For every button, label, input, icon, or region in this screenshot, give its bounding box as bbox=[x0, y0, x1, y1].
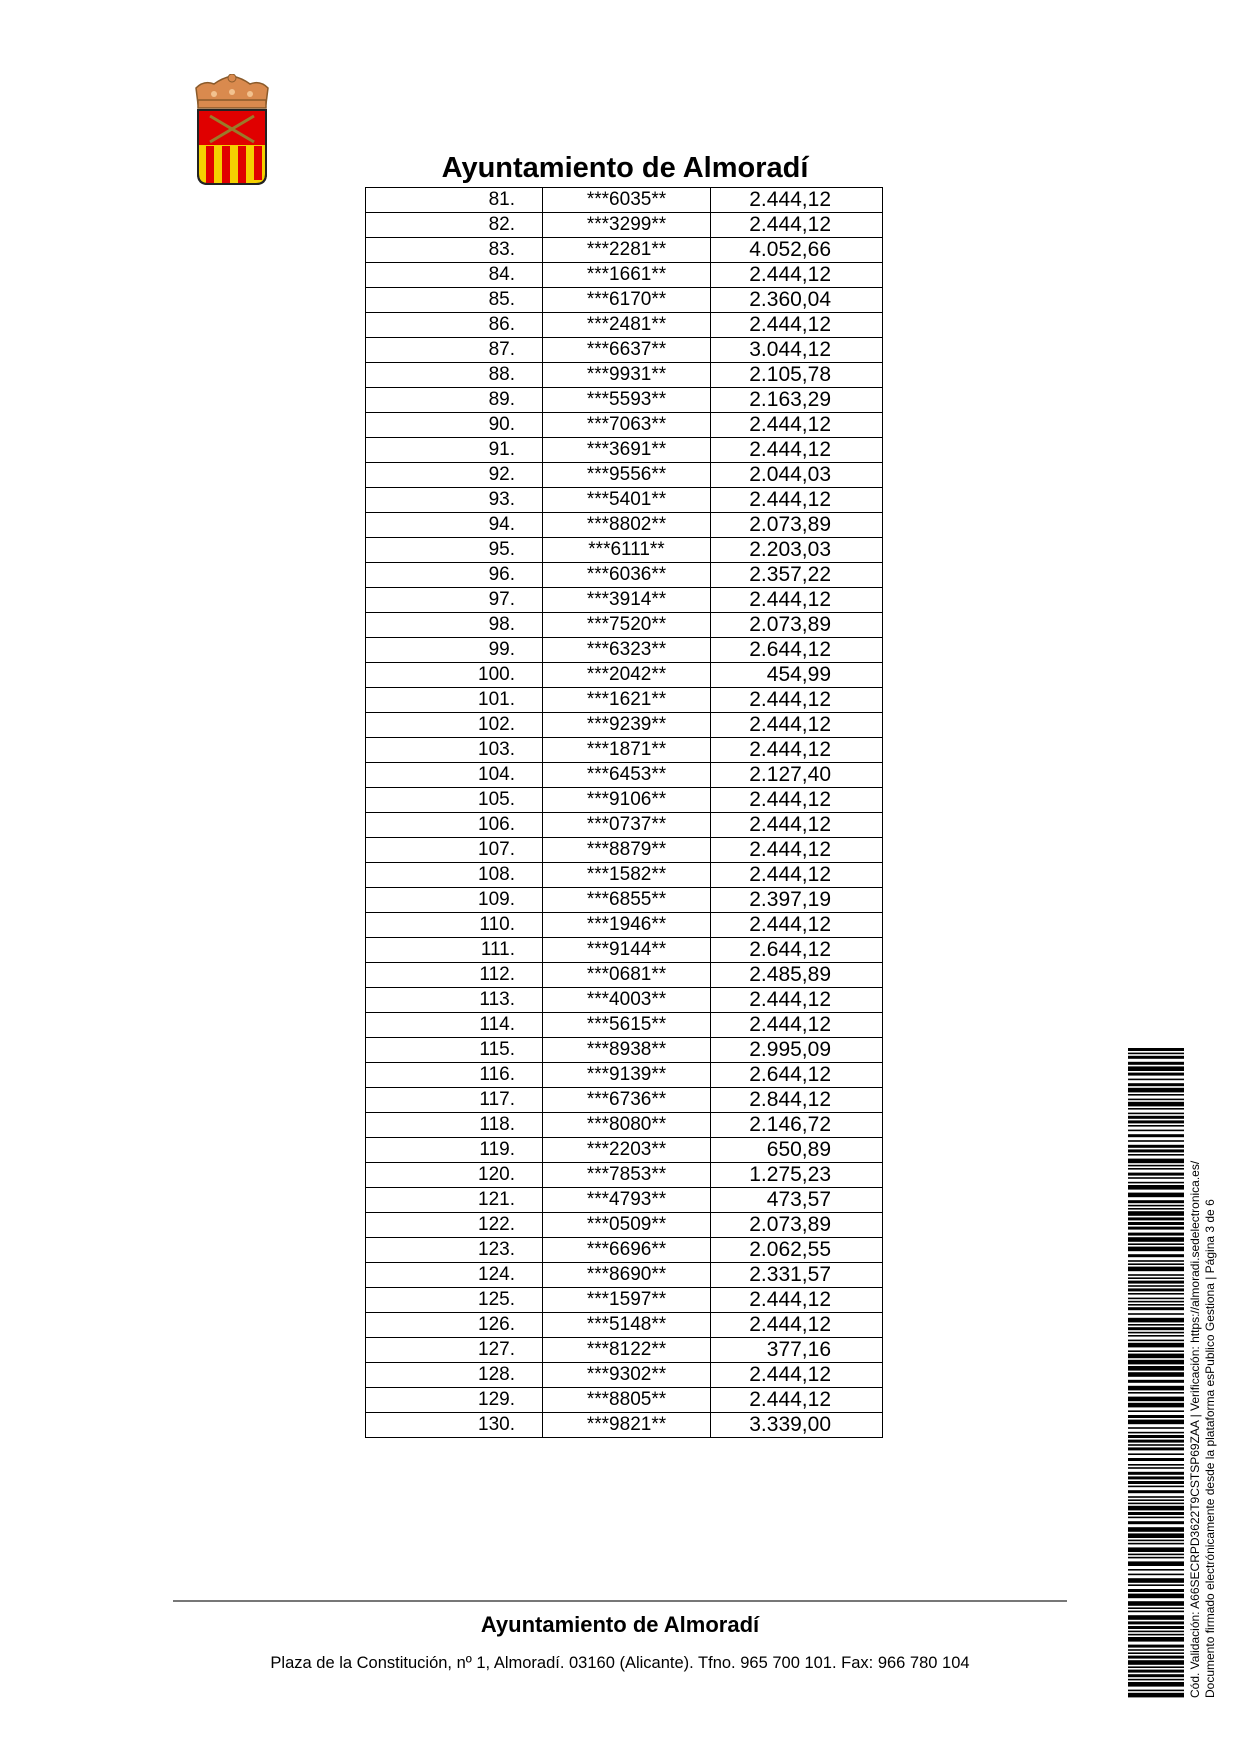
validation-line-2: Documento firmado electrónicamente desde la plataforma esPublico Gestiona | Página 3 de 6 bbox=[1203, 1199, 1217, 1698]
table-row bbox=[366, 588, 883, 613]
row-number: 116. bbox=[366, 1063, 543, 1088]
table-row bbox=[366, 1138, 883, 1163]
row-id: ***4003** bbox=[543, 988, 711, 1013]
row-id: ***8690** bbox=[543, 1263, 711, 1288]
row-id: ***0737** bbox=[543, 813, 711, 838]
table-row bbox=[366, 1038, 883, 1063]
row-id: ***2042** bbox=[543, 663, 711, 688]
row-id: ***4793** bbox=[543, 1188, 711, 1213]
table-row bbox=[366, 1363, 883, 1388]
row-amount: 2.444,12 bbox=[711, 1288, 883, 1313]
table-row bbox=[366, 1213, 883, 1238]
row-amount: 473,57 bbox=[711, 1188, 883, 1213]
row-number: 117. bbox=[366, 1088, 543, 1113]
table-row bbox=[366, 413, 883, 438]
row-id: ***1582** bbox=[543, 863, 711, 888]
row-amount: 2.644,12 bbox=[711, 1063, 883, 1088]
row-number: 123. bbox=[366, 1238, 543, 1263]
row-id: ***6111** bbox=[543, 538, 711, 563]
row-id: ***3914** bbox=[543, 588, 711, 613]
row-amount: 2.444,12 bbox=[711, 1013, 883, 1038]
row-id: ***8805** bbox=[543, 1388, 711, 1413]
row-id: ***6453** bbox=[543, 763, 711, 788]
table-row bbox=[366, 963, 883, 988]
row-number: 89. bbox=[366, 388, 543, 413]
row-number: 120. bbox=[366, 1163, 543, 1188]
row-id: ***9556** bbox=[543, 463, 711, 488]
row-amount: 2.073,89 bbox=[711, 513, 883, 538]
row-id: ***7520** bbox=[543, 613, 711, 638]
row-number: 127. bbox=[366, 1338, 543, 1363]
table-row bbox=[366, 513, 883, 538]
row-number: 101. bbox=[366, 688, 543, 713]
row-amount: 2.444,12 bbox=[711, 813, 883, 838]
row-number: 130. bbox=[366, 1413, 543, 1438]
row-number: 104. bbox=[366, 763, 543, 788]
table-row bbox=[366, 538, 883, 563]
row-amount: 2.360,04 bbox=[711, 288, 883, 313]
row-amount: 2.444,12 bbox=[711, 1363, 883, 1388]
row-amount: 2.146,72 bbox=[711, 1113, 883, 1138]
table-body bbox=[366, 188, 883, 1438]
coat-of-arms-icon bbox=[192, 74, 272, 186]
table-row bbox=[366, 438, 883, 463]
row-amount: 2.397,19 bbox=[711, 888, 883, 913]
barcode-icon bbox=[1128, 1048, 1184, 1698]
row-id: ***1597** bbox=[543, 1288, 711, 1313]
page-title: Ayuntamiento de Almoradí bbox=[441, 152, 809, 184]
row-amount: 2.073,89 bbox=[711, 1213, 883, 1238]
row-amount: 2.203,03 bbox=[711, 538, 883, 563]
table-row bbox=[366, 763, 883, 788]
row-number: 112. bbox=[366, 963, 543, 988]
row-amount: 2.357,22 bbox=[711, 563, 883, 588]
table-row bbox=[366, 838, 883, 863]
row-id: ***9821** bbox=[543, 1413, 711, 1438]
row-id: ***9239** bbox=[543, 713, 711, 738]
row-amount: 2.444,12 bbox=[711, 188, 883, 213]
row-amount: 1.275,23 bbox=[711, 1163, 883, 1188]
row-amount: 377,16 bbox=[711, 1338, 883, 1363]
row-number: 81. bbox=[366, 188, 543, 213]
table-row bbox=[366, 488, 883, 513]
row-number: 118. bbox=[366, 1113, 543, 1138]
row-number: 91. bbox=[366, 438, 543, 463]
row-amount: 2.444,12 bbox=[711, 413, 883, 438]
row-amount: 2.844,12 bbox=[711, 1088, 883, 1113]
footer-divider bbox=[173, 1600, 1067, 1602]
row-amount: 2.444,12 bbox=[711, 863, 883, 888]
row-number: 83. bbox=[366, 238, 543, 263]
row-amount: 2.644,12 bbox=[711, 938, 883, 963]
row-number: 85. bbox=[366, 288, 543, 313]
row-amount: 2.995,09 bbox=[711, 1038, 883, 1063]
row-amount: 2.444,12 bbox=[711, 788, 883, 813]
row-number: 84. bbox=[366, 263, 543, 288]
row-id: ***5593** bbox=[543, 388, 711, 413]
row-number: 103. bbox=[366, 738, 543, 763]
row-amount: 650,89 bbox=[711, 1138, 883, 1163]
row-amount: 2.444,12 bbox=[711, 588, 883, 613]
row-number: 107. bbox=[366, 838, 543, 863]
table-row bbox=[366, 238, 883, 263]
row-id: ***1661** bbox=[543, 263, 711, 288]
row-number: 99. bbox=[366, 638, 543, 663]
row-number: 108. bbox=[366, 863, 543, 888]
row-number: 97. bbox=[366, 588, 543, 613]
table-row bbox=[366, 188, 883, 213]
row-amount: 3.339,00 bbox=[711, 1413, 883, 1438]
row-id: ***9139** bbox=[543, 1063, 711, 1088]
row-number: 122. bbox=[366, 1213, 543, 1238]
row-number: 129. bbox=[366, 1388, 543, 1413]
row-amount: 2.444,12 bbox=[711, 1388, 883, 1413]
row-amount: 2.444,12 bbox=[711, 313, 883, 338]
row-id: ***2481** bbox=[543, 313, 711, 338]
row-number: 92. bbox=[366, 463, 543, 488]
table-row bbox=[366, 1238, 883, 1263]
row-number: 88. bbox=[366, 363, 543, 388]
row-id: ***5148** bbox=[543, 1313, 711, 1338]
crown-icon bbox=[196, 74, 268, 108]
table-row bbox=[366, 638, 883, 663]
row-id: ***8080** bbox=[543, 1113, 711, 1138]
table-row bbox=[366, 1088, 883, 1113]
table-row bbox=[366, 938, 883, 963]
table-row bbox=[366, 363, 883, 388]
row-id: ***9144** bbox=[543, 938, 711, 963]
table-row bbox=[366, 1163, 883, 1188]
table-row bbox=[366, 1263, 883, 1288]
table-row bbox=[366, 1413, 883, 1438]
row-id: ***2203** bbox=[543, 1138, 711, 1163]
row-id: ***1621** bbox=[543, 688, 711, 713]
table-row bbox=[366, 713, 883, 738]
table-row bbox=[366, 988, 883, 1013]
row-number: 100. bbox=[366, 663, 543, 688]
row-number: 96. bbox=[366, 563, 543, 588]
row-number: 109. bbox=[366, 888, 543, 913]
row-amount: 2.163,29 bbox=[711, 388, 883, 413]
row-number: 128. bbox=[366, 1363, 543, 1388]
row-id: ***6855** bbox=[543, 888, 711, 913]
table-row bbox=[366, 563, 883, 588]
shield-icon bbox=[198, 110, 266, 184]
table-row bbox=[366, 888, 883, 913]
row-id: ***3691** bbox=[543, 438, 711, 463]
payments-table bbox=[365, 187, 883, 1438]
row-id: ***7853** bbox=[543, 1163, 711, 1188]
row-amount: 454,99 bbox=[711, 663, 883, 688]
row-number: 121. bbox=[366, 1188, 543, 1213]
row-number: 86. bbox=[366, 313, 543, 338]
table-row bbox=[366, 1338, 883, 1363]
row-number: 93. bbox=[366, 488, 543, 513]
row-number: 90. bbox=[366, 413, 543, 438]
row-amount: 2.444,12 bbox=[711, 438, 883, 463]
table-row bbox=[366, 288, 883, 313]
validation-line-1: Cód. Validación: A66SECRPD3622T9CSTSP69ZAA | Verificación: https://almoradi.sedelectronica.es/ bbox=[1188, 1160, 1202, 1698]
row-id: ***8122** bbox=[543, 1338, 711, 1363]
row-amount: 2.444,12 bbox=[711, 988, 883, 1013]
row-id: ***0509** bbox=[543, 1213, 711, 1238]
row-number: 113. bbox=[366, 988, 543, 1013]
row-number: 87. bbox=[366, 338, 543, 363]
row-amount: 2.073,89 bbox=[711, 613, 883, 638]
row-id: ***1871** bbox=[543, 738, 711, 763]
row-amount: 2.485,89 bbox=[711, 963, 883, 988]
table-row bbox=[366, 1388, 883, 1413]
row-number: 95. bbox=[366, 538, 543, 563]
row-id: ***7063** bbox=[543, 413, 711, 438]
row-amount: 2.105,78 bbox=[711, 363, 883, 388]
row-amount: 2.444,12 bbox=[711, 1313, 883, 1338]
row-id: ***3299** bbox=[543, 213, 711, 238]
table-row bbox=[366, 913, 883, 938]
table-row bbox=[366, 613, 883, 638]
table-row bbox=[366, 1313, 883, 1338]
table-row bbox=[366, 313, 883, 338]
row-id: ***9106** bbox=[543, 788, 711, 813]
row-number: 110. bbox=[366, 913, 543, 938]
row-number: 82. bbox=[366, 213, 543, 238]
row-amount: 2.444,12 bbox=[711, 688, 883, 713]
row-amount: 2.444,12 bbox=[711, 913, 883, 938]
row-id: ***8938** bbox=[543, 1038, 711, 1063]
row-number: 114. bbox=[366, 1013, 543, 1038]
row-amount: 2.331,57 bbox=[711, 1263, 883, 1288]
row-number: 115. bbox=[366, 1038, 543, 1063]
row-amount: 2.062,55 bbox=[711, 1238, 883, 1263]
table-row bbox=[366, 1113, 883, 1138]
row-id: ***2281** bbox=[543, 238, 711, 263]
row-id: ***6170** bbox=[543, 288, 711, 313]
table-row bbox=[366, 263, 883, 288]
table-row bbox=[366, 338, 883, 363]
row-id: ***8802** bbox=[543, 513, 711, 538]
row-amount: 2.444,12 bbox=[711, 263, 883, 288]
row-id: ***6035** bbox=[543, 188, 711, 213]
table-row bbox=[366, 463, 883, 488]
table-row bbox=[366, 213, 883, 238]
row-amount: 3.044,12 bbox=[711, 338, 883, 363]
row-id: ***6036** bbox=[543, 563, 711, 588]
row-number: 106. bbox=[366, 813, 543, 838]
validation-text bbox=[1188, 1138, 1218, 1698]
row-number: 126. bbox=[366, 1313, 543, 1338]
table-row bbox=[366, 1013, 883, 1038]
table-row bbox=[366, 388, 883, 413]
row-number: 98. bbox=[366, 613, 543, 638]
row-id: ***5401** bbox=[543, 488, 711, 513]
table-row bbox=[366, 813, 883, 838]
row-id: ***5615** bbox=[543, 1013, 711, 1038]
row-number: 111. bbox=[366, 938, 543, 963]
row-amount: 2.127,40 bbox=[711, 763, 883, 788]
row-id: ***9302** bbox=[543, 1363, 711, 1388]
table-row bbox=[366, 663, 883, 688]
table-row bbox=[366, 863, 883, 888]
table-row bbox=[366, 788, 883, 813]
footer-address: Plaza de la Constitución, nº 1, Almoradí. 03160 (Alicante). Tfno. 965 700 101. Fax: 966 780 104 bbox=[270, 1654, 970, 1672]
row-amount: 2.044,03 bbox=[711, 463, 883, 488]
table-row bbox=[366, 1063, 883, 1088]
table-row bbox=[366, 688, 883, 713]
row-amount: 2.444,12 bbox=[711, 213, 883, 238]
row-number: 94. bbox=[366, 513, 543, 538]
row-amount: 2.444,12 bbox=[711, 738, 883, 763]
row-amount: 4.052,66 bbox=[711, 238, 883, 263]
row-number: 124. bbox=[366, 1263, 543, 1288]
row-id: ***9931** bbox=[543, 363, 711, 388]
row-id: ***6323** bbox=[543, 638, 711, 663]
row-number: 119. bbox=[366, 1138, 543, 1163]
footer-organization: Ayuntamiento de Almoradí bbox=[480, 1612, 760, 1637]
row-id: ***0681** bbox=[543, 963, 711, 988]
row-amount: 2.444,12 bbox=[711, 488, 883, 513]
table-row bbox=[366, 1288, 883, 1313]
row-amount: 2.444,12 bbox=[711, 713, 883, 738]
row-number: 125. bbox=[366, 1288, 543, 1313]
row-id: ***6696** bbox=[543, 1238, 711, 1263]
table-row bbox=[366, 738, 883, 763]
row-number: 105. bbox=[366, 788, 543, 813]
row-id: ***1946** bbox=[543, 913, 711, 938]
table-row bbox=[366, 1188, 883, 1213]
row-id: ***6736** bbox=[543, 1088, 711, 1113]
row-amount: 2.444,12 bbox=[711, 838, 883, 863]
row-amount: 2.644,12 bbox=[711, 638, 883, 663]
row-number: 102. bbox=[366, 713, 543, 738]
row-id: ***8879** bbox=[543, 838, 711, 863]
row-id: ***6637** bbox=[543, 338, 711, 363]
